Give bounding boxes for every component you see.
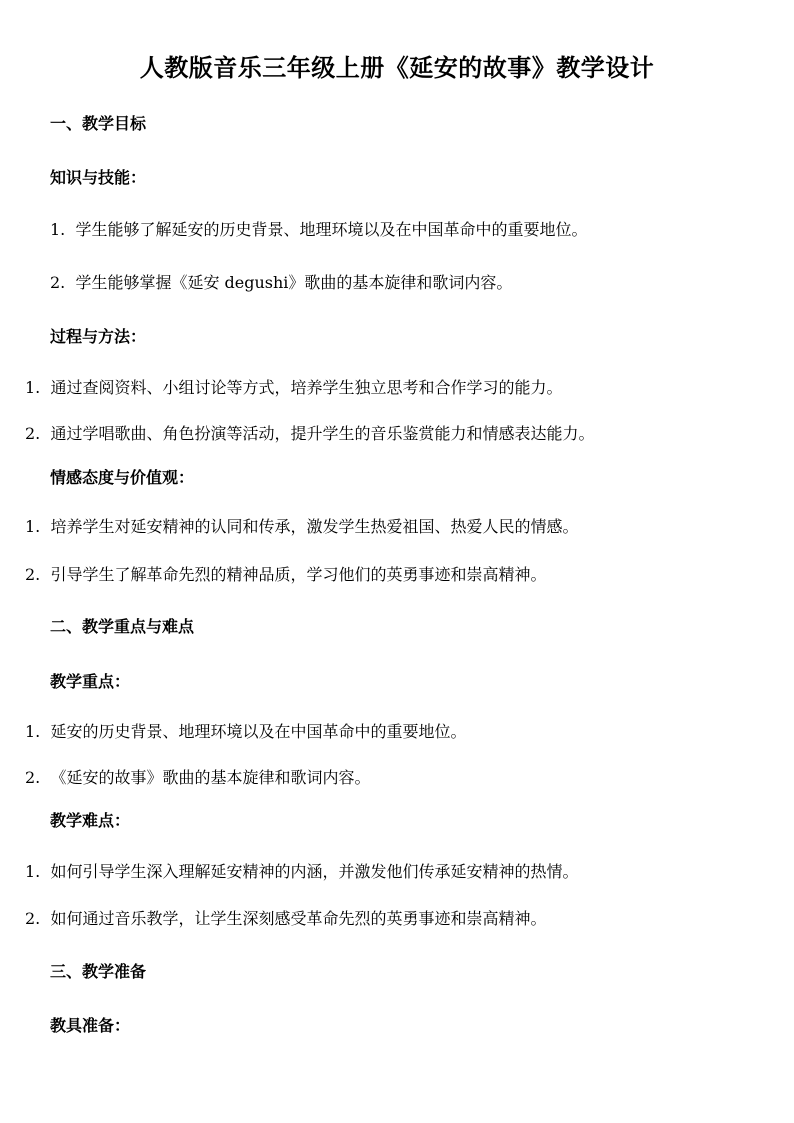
list-item-number: 1. bbox=[25, 862, 41, 881]
subheading-teaching-aids: 教具准备： bbox=[50, 1016, 131, 1035]
list-item-text: 学生能够掌握《延安 degushi》歌曲的基本旋律和歌词内容。 bbox=[75, 273, 513, 292]
list-item-text: 如何通过音乐教学，让学生深刻感受革命先烈的英勇事迹和崇高精神。 bbox=[50, 909, 547, 928]
list-item-number: 2. bbox=[25, 768, 41, 787]
list-item-text: 延安的历史背景、地理环境以及在中国革命中的重要地位。 bbox=[50, 722, 467, 741]
list-item-text: 引导学生了解革命先烈的精神品质，学习他们的英勇事迹和崇高精神。 bbox=[50, 565, 547, 584]
list-item-number: 1. bbox=[25, 722, 41, 741]
section-heading-objectives: 一、教学目标 bbox=[50, 114, 147, 133]
subheading-knowledge-skills: 知识与技能： bbox=[50, 168, 147, 187]
section-heading-preparation: 三、教学准备 bbox=[50, 962, 147, 981]
list-item-number: 2. bbox=[25, 909, 41, 928]
subheading-emotion-values: 情感态度与价值观： bbox=[50, 468, 195, 487]
subheading-key-points: 教学重点： bbox=[50, 672, 131, 691]
list-item-text: 通过学唱歌曲、角色扮演等活动，提升学生的音乐鉴赏能力和情感表达能力。 bbox=[50, 424, 595, 443]
list-item-number: 1. bbox=[25, 517, 41, 536]
list-item bbox=[25, 421, 594, 444]
list-item bbox=[25, 375, 562, 398]
list-item bbox=[25, 906, 546, 929]
subheading-difficult-points: 教学难点： bbox=[50, 811, 131, 830]
document-title: 人教版音乐三年级上册《延安的故事》教学设计 bbox=[139, 53, 655, 82]
list-item bbox=[25, 514, 578, 537]
list-item-number: 1. bbox=[50, 220, 66, 239]
list-item bbox=[25, 765, 370, 788]
list-item-text: 通过查阅资料、小组讨论等方式，培养学生独立思考和合作学习的能力。 bbox=[50, 378, 563, 397]
list-item bbox=[25, 719, 466, 742]
subheading-process-methods: 过程与方法： bbox=[50, 327, 147, 346]
list-item bbox=[25, 562, 546, 585]
list-item-number: 2. bbox=[50, 273, 66, 292]
list-item-number: 2. bbox=[25, 424, 41, 443]
list-item bbox=[25, 859, 578, 882]
section-heading-key-difficult: 二、教学重点与难点 bbox=[50, 617, 195, 636]
list-item-text: 《延安的故事》歌曲的基本旋律和歌词内容。 bbox=[50, 768, 371, 787]
list-item-number: 1. bbox=[25, 378, 41, 397]
list-item-text: 学生能够了解延安的历史背景、地理环境以及在中国革命中的重要地位。 bbox=[75, 220, 588, 239]
list-item bbox=[50, 270, 512, 293]
list-item bbox=[50, 217, 587, 240]
list-item-text: 如何引导学生深入理解延安精神的内涵，并激发他们传承延安精神的热情。 bbox=[50, 862, 579, 881]
list-item-number: 2. bbox=[25, 565, 41, 584]
list-item-text: 培养学生对延安精神的认同和传承，激发学生热爱祖国、热爱人民的情感。 bbox=[50, 517, 579, 536]
